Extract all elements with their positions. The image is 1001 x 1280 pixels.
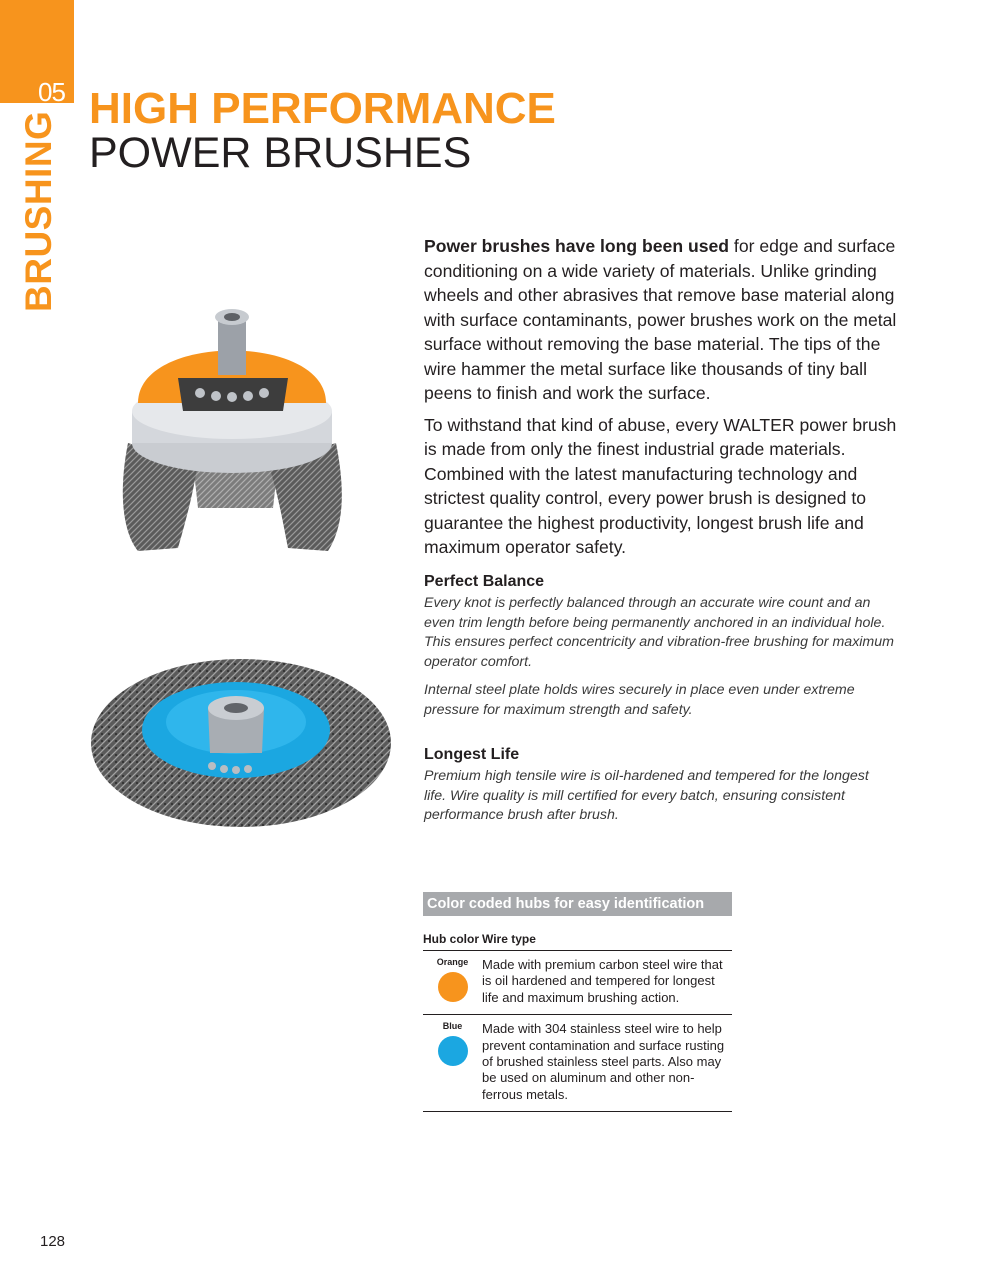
hub-color-cell <box>423 1015 482 1112</box>
page-title-line2: POWER BRUSHES <box>89 129 472 177</box>
feature-heading: Longest Life <box>424 746 520 763</box>
intro-lead: Power brushes have long been used <box>424 236 730 256</box>
wire-type-cell: Made with premium carbon steel wire that is oil hardened and tempered for longest life and maximum brushing action. <box>482 951 732 1015</box>
blue-hub-dot-icon <box>438 1036 468 1066</box>
blue-wheel-brush-image <box>86 648 396 830</box>
feature-heading: Perfect Balance <box>424 573 545 590</box>
section-label: BRUSHING <box>18 110 59 312</box>
column-header-hub-color: Hub color <box>423 931 482 951</box>
intro-paragraph-1 <box>424 234 899 406</box>
hub-table-head-row <box>423 931 732 951</box>
orange-hub-dot-icon <box>438 972 468 1002</box>
feature-paragraph: Every knot is perfectly balanced through an accurate wire count and an even trim length before being permanently anchored in an individual hole. This ensures perfect concentricity and vibration-free brushing for maximum operator comfort. <box>424 595 894 670</box>
intro-text <box>424 234 899 567</box>
table-row <box>423 951 732 1015</box>
hub-table <box>423 931 732 1112</box>
page-title-line1: HIGH PERFORMANCE <box>89 84 556 133</box>
feature-longest-life <box>424 746 894 835</box>
section-number: 05 <box>38 77 65 107</box>
hub-color-name: Orange <box>436 957 469 967</box>
column-header-wire-type: Wire type <box>482 931 732 951</box>
orange-cup-brush-image <box>108 293 358 555</box>
table-row <box>423 1015 732 1112</box>
hub-color-name: Blue <box>442 1021 463 1032</box>
feature-paragraph: Internal steel plate holds wires securely in place even under extreme pressure for maximum strength and safety. <box>424 682 855 718</box>
page-number: 128 <box>40 1233 66 1250</box>
feature-perfect-balance <box>424 573 894 730</box>
intro-paragraph-2: To withstand that kind of abuse, every WALTER power brush is made from only the finest industrial grade materials. Combined with the latest manufacturing technology and strictest quality control, every power brush is designed to guarantee the highest productivity, longest brush life and maximum operator safety. <box>424 414 897 557</box>
wire-type-cell: Made with 304 stainless steel wire to help prevent contamination and surface rusting of brushed stainless steel parts. Also may be used on aluminum and other non-ferrous metals. <box>482 1015 732 1112</box>
intro-lead-rest: for edge and surface conditioning on a wide variety of materials. Unlike grinding wheels and other abrasives that remove base material along with surface contaminants, power brushes work on the metal surface without removing the base material. The tips of the wire hammer the metal surface like thousands of tiny ball peens to finish and work the surface. <box>424 236 897 403</box>
feature-paragraph: Premium high tensile wire is oil-hardened and tempered for the longest life. Wire quality is mill certified for every batch, ensuring consistent performance brush after brush. <box>424 768 869 824</box>
hub-color-cell <box>423 951 482 1015</box>
hub-table-header: Color coded hubs for easy identification <box>423 892 732 916</box>
